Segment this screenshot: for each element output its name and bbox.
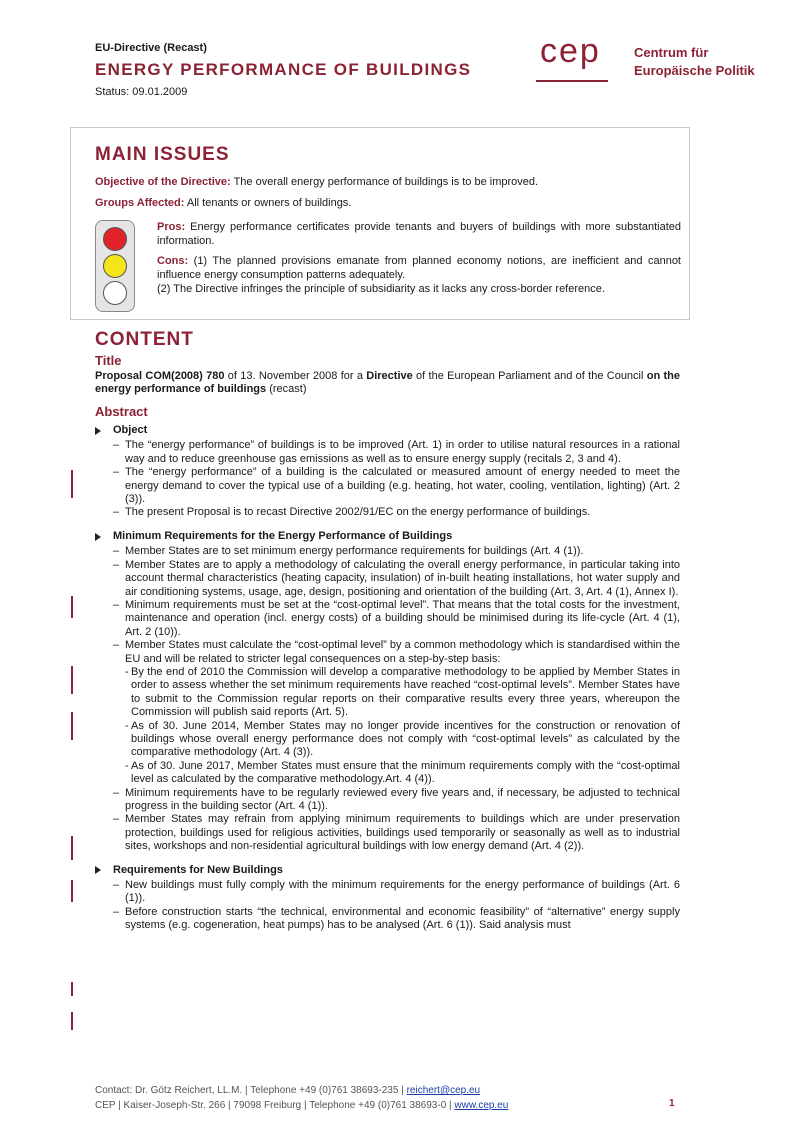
proposal-title: Proposal COM(2008) 780 of 13. November 2008 for a Directive of the European Parliament and of the Council on the energy performance of buildings (recast) bbox=[95, 369, 680, 396]
pros-text: Pros: Energy performance certificates provide tenants and buyers of buildings with more substantiated information. bbox=[157, 221, 681, 247]
white-lamp bbox=[103, 281, 127, 305]
change-bar bbox=[71, 1012, 73, 1030]
change-bar bbox=[71, 836, 73, 860]
footer-address-line: CEP | Kaiser-Joseph-Str. 266 | 79098 Freiburg | Telephone +49 (0)761 38693-0 | www.cep.eu bbox=[95, 1100, 509, 1111]
change-bar bbox=[71, 712, 73, 740]
bullet-arrow-icon bbox=[95, 533, 101, 541]
document-header bbox=[95, 42, 495, 98]
sub-list-item: - As of 30. June 2014, Member States may no longer provide incentives for the construction or renovation of buildings whose overall energy performance does not comply with “cost-optimal levels” as calculated by the comparative methodology (Art. 4 (3)). bbox=[125, 719, 680, 759]
list-item: – The “energy performance” of a building is the calculated or measured amount of energy needed to meet the energy demand to cover the typical use of a building (e.g. heating, hot water, cooling, ventilation, lighting) (Art. 2 (3)). bbox=[113, 466, 680, 506]
groups-affected-line: Groups Affected: All tenants or owners of buildings. bbox=[95, 197, 352, 209]
list-item: – Member States may refrain from applying minimum requirements to buildings which are under preservation protection, buildings used for religious activities, buildings used temporarily or seasonally as well as to industrial sites, workshops and non-residential agricultural buildings with low energy demand (Art. 4 (2)). bbox=[113, 813, 680, 853]
change-bar bbox=[71, 666, 73, 694]
website-link[interactable]: www.cep.eu bbox=[454, 1100, 509, 1111]
logo-underline bbox=[536, 80, 608, 82]
page-number: 1 bbox=[669, 1098, 675, 1109]
change-bar bbox=[71, 880, 73, 902]
list-item: – New buildings must fully comply with the minimum requirements for the energy performance of buildings (Art. 6 (1)). bbox=[113, 879, 680, 905]
abstract-heading: Abstract bbox=[95, 403, 148, 419]
sub-list-item: - As of 30. June 2017, Member States must ensure that the minimum requirements comply with the “cost-optimal level as calculated by the comparative methodology.Art. 4 (4)). bbox=[125, 759, 680, 786]
objective-line: Objective of the Directive: The overall energy performance of buildings is to be improved. bbox=[95, 176, 539, 188]
section-object-title: Object bbox=[95, 424, 680, 437]
change-bar bbox=[71, 982, 73, 996]
change-bar bbox=[71, 596, 73, 618]
list-item: – Member States are to set minimum energy performance requirements for buildings (Art. 4 (1)). bbox=[113, 545, 584, 558]
list-item: – Before construction starts “the technical, environmental and economic feasibility” of “alternative” energy supply systems (e.g. cogeneration, heat pumps) has to be analysed (Art. 6 (1)). Said analysis must bbox=[113, 905, 680, 932]
list-item: – Member States are to apply a methodology of calculating the overall energy performance, in particular taking into account thermal characteristics (heating capacity, insulation) of in-built heating installations, hot water supply and air conditioning systems, usage, age, design, positioning and orientation of the building (Art. 3, Art. 4 (1), Annex I). bbox=[113, 558, 680, 598]
section-new-buildings-title: Requirements for New Buildings bbox=[95, 864, 680, 877]
cep-organisation-name: Centrum für Europäische Politik bbox=[634, 45, 755, 78]
eu-directive-label: EU-Directive (Recast) bbox=[95, 42, 207, 54]
bullet-arrow-icon bbox=[95, 427, 101, 435]
document-title: ENERGY PERFORMANCE OF BUILDINGS bbox=[95, 60, 472, 79]
bullet-arrow-icon bbox=[95, 866, 101, 874]
content-heading: CONTENT bbox=[95, 329, 194, 350]
list-item: – The “energy performance” of buildings is to be improved (Art. 1) in order to utilise natural resources in a rational way and to reduce greenhouse gas emissions as well as to ensure energy supply (recitals 2, 3 and 4). bbox=[113, 439, 680, 465]
change-bar bbox=[71, 470, 73, 498]
contact-email-link[interactable]: reichert@cep.eu bbox=[406, 1085, 481, 1096]
cep-logo-mark: cep bbox=[540, 32, 601, 70]
sub-list-item: - By the end of 2010 the Commission will develop a comparative methodology to be applied by Member States in order to assess whether the set minimum requirements have reached “cost-optimal levels”. Member States have to submit to the Commission regular reports on their comparative results every three years, whereupon the Commission will publish said reports (Art. 5). bbox=[125, 665, 680, 719]
main-issues-box bbox=[70, 127, 690, 320]
pros-cons bbox=[157, 220, 681, 302]
list-item: – Minimum requirements must be set at the “cost-optimal level”. That means that the total costs for the investment, maintenance and operation (incl. energy costs) of a building should be minimised during its life-cycle (Art. 4 (1), Art. 2 (10)). bbox=[113, 598, 680, 638]
main-issues-heading: MAIN ISSUES bbox=[95, 144, 230, 165]
cep-logo bbox=[520, 30, 760, 100]
cons-text: Cons: (1) The planned provisions emanate from planned economy notions, are inefficient and cannot influence energy consumption patterns adequately. bbox=[157, 255, 681, 281]
section-object-list bbox=[95, 439, 680, 519]
cons-text-2: (2) The Directive infringes the principle of subsidiarity as it lacks any cross-border reference. bbox=[157, 283, 605, 295]
list-item: – Minimum requirements have to be regularly reviewed every five years and, if necessary, be adjusted to technical progress in the building sector (Art. 4 (1)). bbox=[113, 786, 680, 812]
yellow-lamp bbox=[103, 254, 127, 278]
section-new-buildings-list bbox=[95, 879, 680, 933]
status-date: Status: 09.01.2009 bbox=[95, 86, 188, 98]
list-item: – Member States must calculate the “cost-optimal level” by a common methodology which is standardised within the EU and will be related to stricter legal consequences on a step-by-step basis: bbox=[113, 639, 680, 665]
title-heading: Title bbox=[95, 353, 122, 369]
list-item: – The present Proposal is to recast Directive 2002/91/EC on the energy performance of buildings. bbox=[113, 506, 591, 519]
footer-contact-line: Contact: Dr. Götz Reichert, LL.M. | Telephone +49 (0)761 38693-235 | reichert@cep.eu bbox=[95, 1085, 481, 1096]
section-minimum-requirements-list bbox=[95, 545, 680, 853]
red-lamp bbox=[103, 227, 127, 251]
page-footer bbox=[95, 1083, 680, 1113]
traffic-light-icon bbox=[95, 220, 135, 312]
content-section bbox=[95, 329, 680, 933]
section-minimum-requirements-title: Minimum Requirements for the Energy Performance of Buildings bbox=[95, 530, 680, 543]
